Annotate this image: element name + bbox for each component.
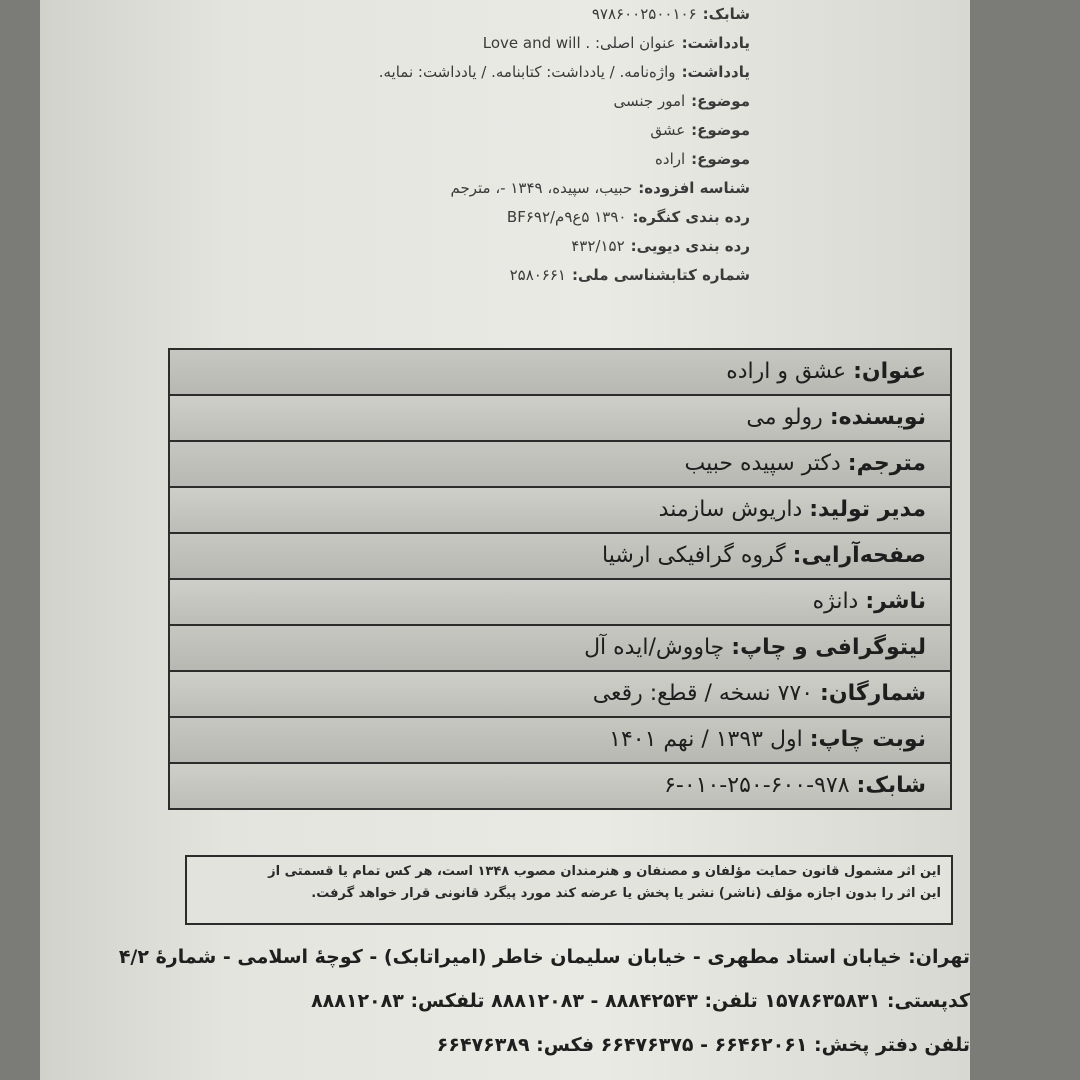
imprint-row-translator: مترجم: دکتر سپیده حبیب (170, 442, 950, 488)
address-distribution-phones: تلفن دفتر پخش: ۶۶۴۶۲۰۶۱ - ۶۶۴۷۶۳۷۵ فکس: ۶۶۴۷۶۳۸۹ (436, 1034, 970, 1056)
cip-added-entry: شناسه افزوده:حبیب، سپیده، ۱۳۴۹ -، مترجم (450, 179, 750, 197)
imprint-row-layout: صفحه‌آرایی: گروه گرافیکی ارشیا (170, 534, 950, 580)
imprint-row-print-run: شمارگان: ۷۷۰ نسخه / قطع: رقعی (170, 672, 950, 718)
imprint-table (168, 348, 952, 810)
address-postal-phones: کدپستی: ۱۵۷۸۶۳۵۸۳۱ تلفن: ۸۸۸۴۲۵۴۳ - ۸۸۸۱۲۰۸۳ تلفکس: ۸۸۸۱۲۰۸۳ (311, 990, 970, 1012)
cip-note-original-title: یادداشت:عنوان اصلی: . Love and will (482, 34, 750, 52)
cip-subject-3: موضوع:اراده (655, 150, 750, 168)
address-street: تهران: خیابان استاد مطهری - خیابان سلیمان خاطر (امیراتابک) - کوچهٔ اسلامی - شمارهٔ ۴/۲ (118, 946, 970, 968)
imprint-row-title: عنوان: عشق و اراده (170, 350, 950, 396)
publisher-address (118, 935, 970, 1067)
imprint-row-edition: نوبت چاپ: اول ۱۳۹۳ / نهم ۱۴۰۱ (170, 718, 950, 764)
imprint-row-isbn: شابک: ۹۷۸-۶۰۰-۲۵۰-۰۱۰-۶ (170, 764, 950, 808)
imprint-row-author: نویسنده: رولو می (170, 396, 950, 442)
imprint-row-production-manager: مدیر تولید: داریوش سازمند (170, 488, 950, 534)
cataloging-record (210, 0, 750, 290)
cip-isbn: شابک:۹۷۸۶۰۰۲۵۰۰۱۰۶ (591, 5, 750, 23)
imprint-row-publisher: ناشر: دانژه (170, 580, 950, 626)
cip-subject-2: موضوع:عشق (650, 121, 750, 139)
cip-note-glossary: یادداشت:واژه‌نامه. / یادداشت: کتابنامه. / یادداشت: نمایه. (378, 63, 750, 81)
cip-national-bibliography: شماره کتابشناسی ملی:۲۵۸۰۶۶۱ (509, 266, 750, 284)
cip-subject-1: موضوع:امور جنسی (613, 92, 750, 110)
copyright-notice (185, 855, 953, 925)
cip-lc-classification: رده بندی کنگره:۱۳۹۰ ۵ع۹م/BF۶۹۲ (506, 208, 750, 226)
copyright-line-1: این اثر مشمول قانون حمایت مؤلفان و مصنفان و هنرمندان مصوب ۱۳۴۸ است، هر کس تمام یا قسمتی از (268, 864, 941, 879)
copyright-line-2: این اثر را بدون اجازه مؤلف (ناشر) نشر یا پخش یا عرضه کند مورد پیگرد قانونی قرار خواهد گرفت. (311, 886, 941, 901)
imprint-row-printing: لیتوگرافی و چاپ: چاووش/ایده آل (170, 626, 950, 672)
book-page (40, 0, 970, 1080)
cip-dewey-classification: رده بندی دیویی:۴۳۲/۱۵۲ (571, 237, 750, 255)
